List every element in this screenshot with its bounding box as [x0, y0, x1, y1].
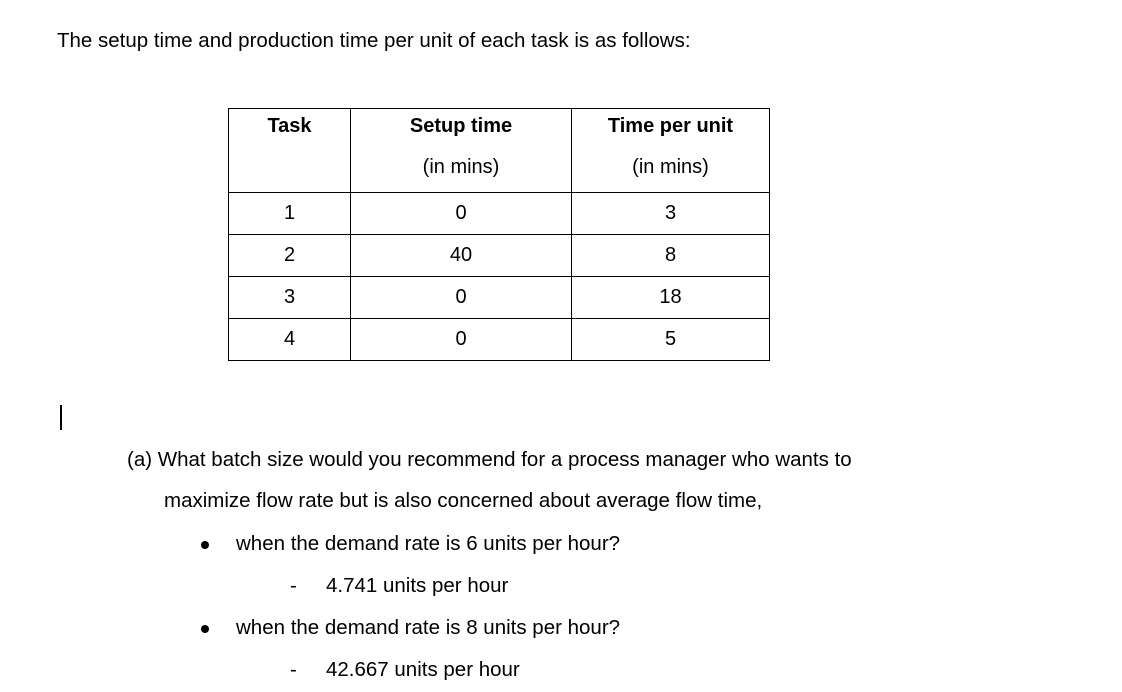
cell-time-per-unit: 5 — [572, 319, 770, 361]
bullet-icon — [201, 625, 209, 633]
intro-text: The setup time and production time per unit of each task is as follows: — [57, 29, 691, 52]
question-line-1: (a) What batch size would you recommend for a process manager who wants to — [127, 448, 852, 471]
cell-time-per-unit: 18 — [572, 277, 770, 319]
table-row — [229, 319, 770, 361]
question-line-2: maximize flow rate but is also concerned about average flow time, — [164, 489, 763, 512]
dash-marker: - — [290, 658, 297, 681]
list-item-demand-8: when the demand rate is 8 units per hour? — [236, 616, 621, 639]
cell-task: 1 — [229, 193, 351, 235]
table-row — [229, 277, 770, 319]
dash-marker: - — [290, 574, 297, 597]
cell-task: 4 — [229, 319, 351, 361]
header-task — [229, 109, 351, 193]
table-row — [229, 193, 770, 235]
header-setup-title: Setup time — [409, 115, 513, 137]
cell-task: 2 — [229, 235, 351, 277]
cell-task: 3 — [229, 277, 351, 319]
cell-time-per-unit: 3 — [572, 193, 770, 235]
table-row — [229, 235, 770, 277]
header-setup-subtitle: (in mins) — [422, 156, 500, 178]
list-item-demand-6: when the demand rate is 6 units per hour? — [236, 532, 621, 555]
text-cursor[interactable] — [60, 405, 62, 430]
bullet-icon — [201, 541, 209, 549]
task-time-table — [228, 108, 770, 361]
cell-time-per-unit: 8 — [572, 235, 770, 277]
table-header-row — [229, 109, 770, 193]
cell-setup-time: 0 — [351, 277, 572, 319]
cell-setup-time: 0 — [351, 193, 572, 235]
cell-setup-time: 0 — [351, 319, 572, 361]
answer-demand-6: 4.741 units per hour — [326, 574, 509, 597]
header-task-title: Task — [267, 115, 312, 137]
cell-setup-time: 40 — [351, 235, 572, 277]
header-time-per-unit — [572, 109, 770, 193]
header-time-title: Time per unit — [607, 115, 734, 137]
header-time-subtitle: (in mins) — [632, 156, 709, 178]
header-setup-time — [351, 109, 572, 193]
answer-demand-8: 42.667 units per hour — [326, 658, 520, 681]
